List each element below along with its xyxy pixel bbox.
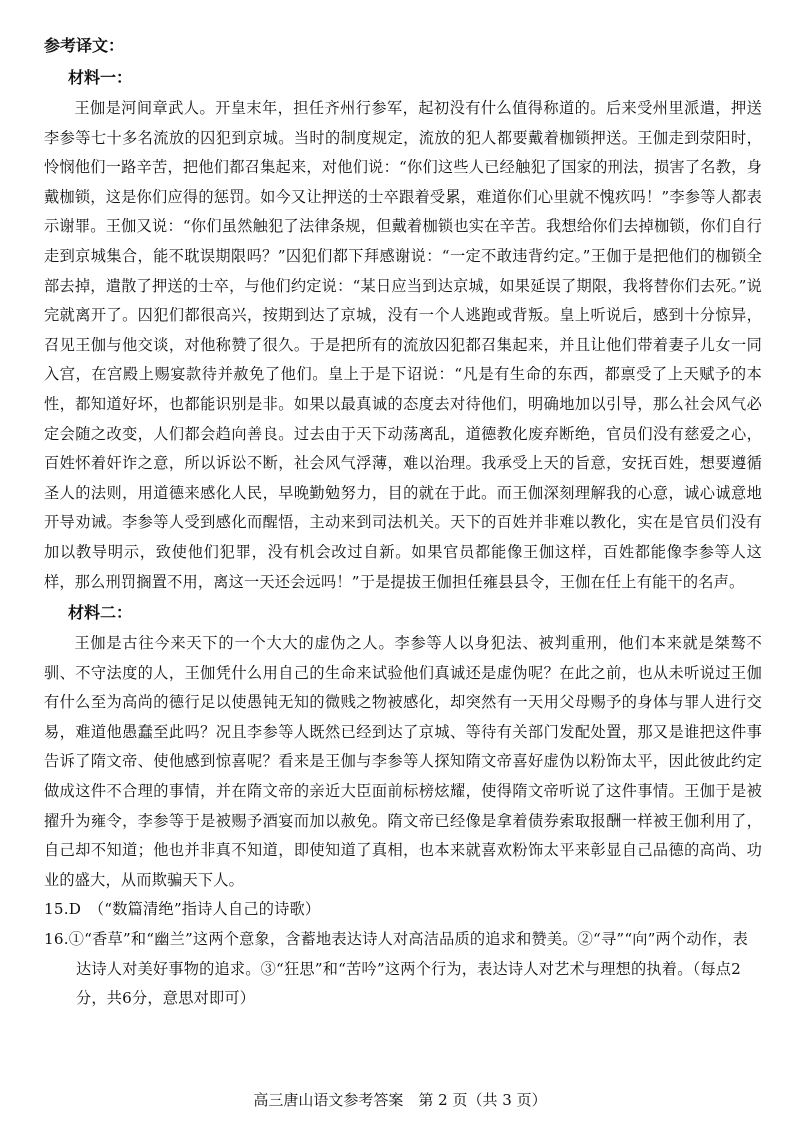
reference-translation-heading: 参考译文： bbox=[44, 36, 125, 55]
material-two-title: 材料二： bbox=[68, 603, 133, 623]
page-footer: 高三唐山语文参考答案 第 2 页（共 3 页） bbox=[253, 1091, 547, 1109]
material-one-text: 王伽是河间章武人。开皇末年，担任齐州行参军，起初没有什么值得称道的。后来受州里派遣，押送李参等七十多名流放的囚犯到京城。当时的制度规定，流放的犯人都要戴着枷锁押送。王伽走到荥阳时，怜悯他们一路辛苦，把他们都召集起来，对他们说：“你们这些人已经触犯了国家的刑法，损害了名教，身戴枷锁，这是你们应得的惩罚。如今又让押送的士卒跟着受累，难道你们心里就不愧疚吗！”李参等人都表示谢罪。王伽又说：“你们虽然触犯了法律条规，但戴着枷锁也实在辛苦。我想给你们去掉枷锁，你们自行走到京城集合，能不耽误期限吗？”囚犯们都下拜感谢说：“一定不敢违背约定。”王伽于是把他们的枷锁全部去掉，遣散了押送的士卒，与他们约定说：“某日应当到达京城，如果延误了期限，我将替你们去死。”说完就离开了。囚犯们都很高兴，按期到达了京城，没有一个人逃跑或背叛。皇上听说后，感到十分惊异，召见王伽与他交谈，对他称赞了很久。于是把所有的流放囚犯都召集起来，并且让他们带着妻子儿女一同入宫，在宫殿上赐宴款待并赦免了他们。皇上于是下诏说：“凡是有生命的东西，都禀受了上天赋予的本性，都知道好坏，也都能识别是非。如果以最真诚的态度去对待他们，明确地加以引导，那么社会风气必定会随之改变，人们都会趋向善良。过去由于天下动荡离乱，道德教化废弃断绝，官员们没有慈爱之心，百姓怀着奸诈之意，所以诉讼不断，社会风气浮薄，难以治理。我承受上天的旨意，安抚百姓，想要遵循圣人的法则，用道德来感化人民，早晚勤勉努力，目的就在于此。而王伽深刻理解我的心意，诚心诚意地开导劝诫。李参等人受到感化而醒悟，主动来到司法机关。天下的百姓并非难以教化，实在是官员们没有加以教导明示，致使他们犯罪，没有机会改过自新。如果官员都能像王伽这样，百姓都能像李参等人这样，那么刑罚搁置不用，离这一天还会远吗！”于是提拔王伽担任雍县县令，王伽在任上有能干的名声。 bbox=[44, 99, 762, 591]
question-16-answer: 16.①“香草”和“幽兰”这两个意象，含蓄地表达诗人对高洁品质的追求和赞美。②“寻”“向”两个动作，表达诗人对美好事物的追求。③“狂思”和“苦吟”这两个行为，表达诗人对艺术与理想的执着。（每点2分，共6分，意思对即可） bbox=[44, 930, 748, 1008]
material-two-section bbox=[44, 597, 762, 895]
material-one-title: 材料一： bbox=[68, 68, 133, 87]
question-15-answer: 15.D （“数篇清绝”指诗人自己的诗歌） bbox=[44, 900, 321, 919]
material-one-section bbox=[44, 62, 762, 597]
material-two-text: 王伽是古往今来天下的一个大大的虚伪之人。李参等人以身犯法、被判重刑，他们本来就是桀骜不驯、不守法度的人，王伽凭什么用自己的生命来试验他们真诚还是虚伪呢？在此之前，也从未听说过王伽有什么至为高尚的德行足以使愚钝无知的微贱之物被感化，却突然有一天用父母赐予的身体与罪人进行交易，难道他愚蠢至此吗？况且李参等人既然已经到达了京城、等待有关部门发配处置，那又是谁把这件事告诉了隋文帝、使他感到惊喜呢？看来是王伽与李参等人探知隋文帝喜好虚伪以粉饰太平，因此彼此约定做成这件不合理的事情，并在隋文帝的亲近大臣面前标榜炫耀，使得隋文帝听说了这件事情。王伽于是被擢升为雍令，李参等于是被赐予酒宴而加以赦免。隋文帝已经像是拿着债券索取报酬一样被王伽利用了，自己却不知道；他也并非真不知道，即使知道了真相，也本来就喜欢粉饰太平来彰显自己品德的高尚、功业的盛大，从而欺骗天下人。 bbox=[44, 634, 762, 889]
